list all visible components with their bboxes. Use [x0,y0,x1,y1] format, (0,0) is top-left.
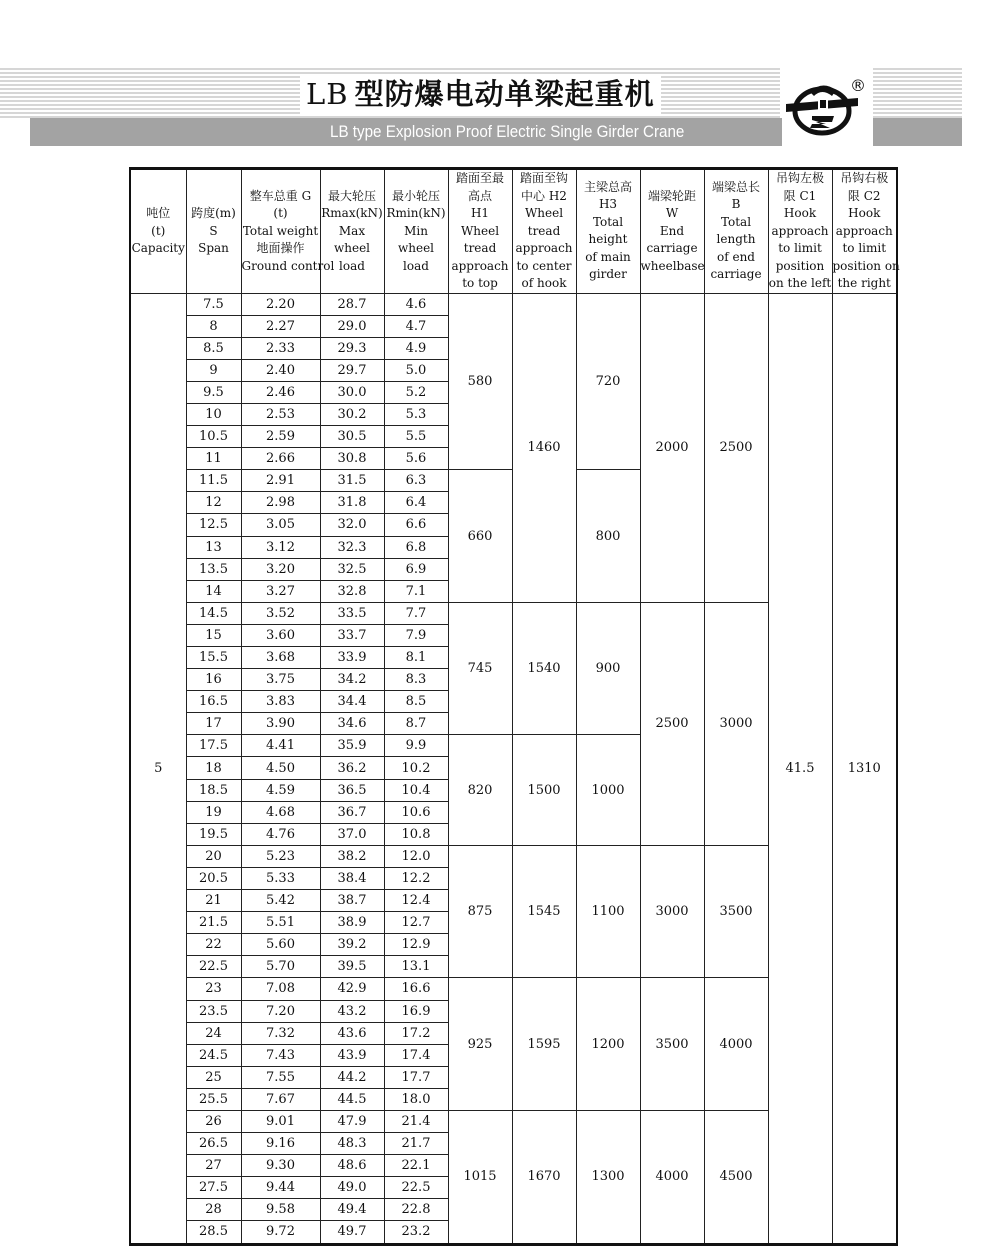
column-header-line: 高点 [467,188,492,203]
span-cell: 19 [186,801,241,823]
total-weight-cell: 3.20 [241,558,320,580]
max-wheel-load-cell: 33.7 [320,624,384,646]
max-wheel-load-cell: 44.5 [320,1088,384,1110]
max-wheel-load-cell: 38.2 [320,845,384,867]
span-cell: 9.5 [186,381,241,403]
column-header-line: 端梁轮距 [647,188,696,203]
max-wheel-load-cell: 28.7 [320,293,384,315]
max-wheel-load-cell: 30.8 [320,448,384,470]
min-wheel-load-cell: 10.6 [384,801,448,823]
subtitle-bar-right [873,118,962,146]
column-header-line: to top [462,276,498,290]
total-weight-cell: 3.27 [241,580,320,602]
span-cell: 25 [186,1066,241,1088]
h2-cell: 1500 [512,735,576,845]
min-wheel-load-cell: 6.6 [384,514,448,536]
total-weight-cell: 3.83 [241,691,320,713]
table-body [130,293,897,1244]
h3-cell: 1200 [576,978,640,1111]
column-header [832,169,900,294]
column-header-line: Span [198,241,229,255]
max-wheel-load-cell: 38.4 [320,867,384,889]
column-header-line: of main [585,249,631,264]
total-weight-cell: 5.70 [241,956,320,978]
min-wheel-load-cell: 8.5 [384,691,448,713]
total-weight-cell: 9.44 [241,1177,320,1199]
wheelbase-cell: 2000 [640,293,704,602]
total-weight-cell: 9.58 [241,1199,320,1221]
total-weight-cell: 4.76 [241,823,320,845]
column-header-line: position [775,258,825,273]
min-wheel-load-cell: 4.7 [384,315,448,337]
h1-cell: 1015 [448,1110,512,1244]
registered-mark: ® [850,76,866,95]
column-header-line: approach [835,223,893,238]
max-wheel-load-cell: 30.2 [320,403,384,425]
min-wheel-load-cell: 6.3 [384,470,448,492]
column-header-line: wheelbase [640,258,705,273]
total-weight-cell: 9.16 [241,1133,320,1155]
span-cell: 12.5 [186,514,241,536]
total-weight-cell: 5.60 [241,934,320,956]
total-weight-cell: 2.91 [241,470,320,492]
max-wheel-load-cell: 32.3 [320,536,384,558]
span-cell: 8 [186,315,241,337]
min-wheel-load-cell: 6.8 [384,536,448,558]
total-weight-cell: 3.12 [241,536,320,558]
span-cell: 13.5 [186,558,241,580]
column-header-line: position on [832,258,900,273]
column-header-line: height [588,232,628,247]
min-wheel-load-cell: 8.3 [384,669,448,691]
min-wheel-load-cell: 9.9 [384,735,448,757]
min-wheel-load-cell: 23.2 [384,1221,448,1244]
min-wheel-load-cell: 7.9 [384,624,448,646]
column-header-line: 跨度(m) [191,206,236,220]
max-wheel-load-cell: 33.5 [320,602,384,624]
span-cell: 9 [186,359,241,381]
h2-cell: 1460 [512,293,576,602]
table-header-row [130,169,897,294]
capacity-cell: 5 [130,293,186,1244]
total-weight-cell: 5.33 [241,867,320,889]
column-header [384,169,448,294]
min-wheel-load-cell: 10.8 [384,823,448,845]
min-wheel-load-cell: 10.2 [384,757,448,779]
max-wheel-load-cell: 49.4 [320,1199,384,1221]
total-weight-cell: 2.53 [241,403,320,425]
span-cell: 28.5 [186,1221,241,1244]
span-cell: 15 [186,624,241,646]
min-wheel-load-cell: 22.1 [384,1155,448,1177]
min-wheel-load-cell: 16.9 [384,1000,448,1022]
total-weight-cell: 2.46 [241,381,320,403]
max-wheel-load-cell: 42.9 [320,978,384,1000]
column-header [512,169,576,294]
total-weight-cell: 9.30 [241,1155,320,1177]
wheelbase-cell: 3500 [640,978,704,1111]
max-wheel-load-cell: 48.6 [320,1155,384,1177]
max-wheel-load-cell: 30.0 [320,381,384,403]
wheelbase-cell: 2500 [640,602,704,845]
span-cell: 27 [186,1155,241,1177]
max-wheel-load-cell: 48.3 [320,1133,384,1155]
column-header-line: Rmin(kN) [386,206,446,220]
min-wheel-load-cell: 22.5 [384,1177,448,1199]
column-header [130,169,186,294]
column-header-line: 吊钩右极 [840,171,889,185]
span-cell: 25.5 [186,1088,241,1110]
span-cell: 7.5 [186,293,241,315]
length-cell: 3000 [704,602,768,845]
column-header-line: wheel [333,241,371,255]
h2-cell: 1670 [512,1110,576,1244]
h3-cell: 800 [576,470,640,603]
span-cell: 18 [186,757,241,779]
span-cell: 20 [186,845,241,867]
total-weight-cell: 9.72 [241,1221,320,1244]
span-cell: 22 [186,934,241,956]
column-header-line: Max [338,223,366,238]
max-wheel-load-cell: 34.4 [320,691,384,713]
length-cell: 2500 [704,293,768,602]
total-weight-cell: 4.50 [241,757,320,779]
column-header [768,169,832,294]
max-wheel-load-cell: 44.2 [320,1066,384,1088]
column-header-line: wheel [397,241,435,255]
hook-left-limit-cell: 41.5 [768,293,832,1244]
length-cell: 3500 [704,845,768,978]
min-wheel-load-cell: 22.8 [384,1199,448,1221]
max-wheel-load-cell: 35.9 [320,735,384,757]
column-header-line: Capacity [131,241,185,255]
column-header-line: 吊钩左极 [775,171,824,185]
column-header-line: Total [720,214,752,229]
column-header [704,169,768,294]
min-wheel-load-cell: 21.4 [384,1110,448,1132]
min-wheel-load-cell: 5.5 [384,426,448,448]
max-wheel-load-cell: 39.2 [320,934,384,956]
column-header-line: B [731,197,741,212]
length-cell: 4000 [704,978,768,1111]
total-weight-cell: 7.32 [241,1022,320,1044]
min-wheel-load-cell: 6.9 [384,558,448,580]
total-weight-cell: 2.33 [241,337,320,359]
total-weight-cell: 7.55 [241,1066,320,1088]
column-header-line: Hook [783,206,817,220]
column-header-line: on the left [768,276,832,290]
column-header-line: Wheel [524,206,564,220]
span-cell: 22.5 [186,956,241,978]
column-header [320,169,384,294]
h2-cell: 1595 [512,978,576,1111]
column-header-line: 吨位 [146,206,171,220]
max-wheel-load-cell: 33.9 [320,647,384,669]
column-header-line: tread [527,223,561,238]
page-subtitle: LB type Explosion Proof Electric Single Girder Crane [330,123,685,141]
max-wheel-load-cell: 29.7 [320,359,384,381]
column-header-line: End [659,223,685,238]
h1-cell: 820 [448,735,512,845]
span-cell: 11 [186,448,241,470]
min-wheel-load-cell: 13.1 [384,956,448,978]
span-cell: 21 [186,890,241,912]
total-weight-cell: 3.90 [241,713,320,735]
span-cell: 26.5 [186,1133,241,1155]
min-wheel-load-cell: 5.3 [384,403,448,425]
max-wheel-load-cell: 32.8 [320,580,384,602]
total-weight-cell: 2.20 [241,293,320,315]
max-wheel-load-cell: 43.2 [320,1000,384,1022]
min-wheel-load-cell: 7.7 [384,602,448,624]
max-wheel-load-cell: 47.9 [320,1110,384,1132]
max-wheel-load-cell: 36.7 [320,801,384,823]
min-wheel-load-cell: 12.0 [384,845,448,867]
max-wheel-load-cell: 36.5 [320,779,384,801]
column-header-line: approach [771,223,829,238]
column-header-line: load [403,258,429,273]
total-weight-cell: 5.42 [241,890,320,912]
min-wheel-load-cell: 8.7 [384,713,448,735]
h1-cell: 745 [448,602,512,735]
min-wheel-load-cell: 12.7 [384,912,448,934]
min-wheel-load-cell: 6.4 [384,492,448,514]
span-cell: 24.5 [186,1044,241,1066]
span-cell: 26 [186,1110,241,1132]
total-weight-cell: 7.08 [241,978,320,1000]
column-header-line: to limit [842,241,887,255]
page-title [300,74,661,114]
total-weight-cell: 3.52 [241,602,320,624]
column-header-line: Rmax(kN) [321,206,383,220]
total-weight-cell: 3.68 [241,647,320,669]
column-header-line: 地面操作 [256,241,305,255]
max-wheel-load-cell: 29.3 [320,337,384,359]
max-wheel-load-cell: 31.8 [320,492,384,514]
max-wheel-load-cell: 34.2 [320,669,384,691]
max-wheel-load-cell: 30.5 [320,426,384,448]
title-prefix: LB [306,77,349,111]
max-wheel-load-cell: 49.7 [320,1221,384,1244]
column-header-line: 踏面至钩 [519,171,568,185]
total-weight-cell: 2.59 [241,426,320,448]
total-weight-cell: 7.20 [241,1000,320,1022]
max-wheel-load-cell: 49.0 [320,1177,384,1199]
column-header-line: W [665,206,679,220]
span-cell: 8.5 [186,337,241,359]
min-wheel-load-cell: 17.7 [384,1066,448,1088]
min-wheel-load-cell: 12.2 [384,867,448,889]
column-header-line: girder [589,267,627,282]
column-header [241,169,335,294]
max-wheel-load-cell: 43.6 [320,1022,384,1044]
column-header-line: 踏面至最 [455,171,504,185]
column-header-line: S [209,223,218,238]
column-header-line: (t) [273,206,288,220]
h3-cell: 1100 [576,845,640,978]
column-header-line: the right [837,276,891,290]
column-header-line: Wheel [460,223,500,238]
h1-cell: 875 [448,845,512,978]
span-cell: 17 [186,713,241,735]
column-header-line: length [716,232,756,247]
min-wheel-load-cell: 10.4 [384,779,448,801]
max-wheel-load-cell: 32.0 [320,514,384,536]
hook-right-limit-cell: 1310 [832,293,897,1244]
column-header-line: 限 C2 [847,188,881,203]
span-cell: 17.5 [186,735,241,757]
max-wheel-load-cell: 32.5 [320,558,384,580]
column-header-line: 整车总重 G [249,188,312,203]
min-wheel-load-cell: 21.7 [384,1133,448,1155]
total-weight-cell: 5.51 [241,912,320,934]
max-wheel-load-cell: 31.5 [320,470,384,492]
length-cell: 4500 [704,1110,768,1244]
column-header-line: approach [515,241,573,255]
column-header-line: Hook [848,206,881,220]
wheelbase-cell: 4000 [640,1110,704,1244]
total-weight-cell: 4.59 [241,779,320,801]
table-row [130,293,897,315]
min-wheel-load-cell: 5.2 [384,381,448,403]
min-wheel-load-cell: 4.6 [384,293,448,315]
h2-cell: 1540 [512,602,576,735]
column-header-line: 中心 H2 [521,188,567,203]
column-header-line: carriage [646,241,698,255]
max-wheel-load-cell: 29.0 [320,315,384,337]
column-header-line: to limit [778,241,822,255]
min-wheel-load-cell: 12.4 [384,890,448,912]
column-header [186,169,241,294]
total-weight-cell: 2.98 [241,492,320,514]
total-weight-cell: 3.75 [241,669,320,691]
span-cell: 10 [186,403,241,425]
max-wheel-load-cell: 39.5 [320,956,384,978]
spec-table [129,167,898,1246]
span-cell: 27.5 [186,1177,241,1199]
total-weight-cell: 2.40 [241,359,320,381]
column-header-line: tread [463,241,497,255]
min-wheel-load-cell: 18.0 [384,1088,448,1110]
span-cell: 15.5 [186,647,241,669]
column-header-line: 最小轮压 [391,188,440,203]
min-wheel-load-cell: 7.1 [384,580,448,602]
h3-cell: 900 [576,602,640,735]
column-header-line: Min [404,223,428,238]
h2-cell: 1545 [512,845,576,978]
min-wheel-load-cell: 17.2 [384,1022,448,1044]
h1-cell: 925 [448,978,512,1111]
span-cell: 23 [186,978,241,1000]
span-cell: 16 [186,669,241,691]
total-weight-cell: 5.23 [241,845,320,867]
h3-cell: 1300 [576,1110,640,1244]
column-header-line: of end [717,249,755,264]
column-header [448,169,512,294]
column-header-line: H1 [470,206,490,220]
column-header-line: 最大轮压 [327,188,376,203]
column-header-line: to center [516,258,572,273]
min-wheel-load-cell: 17.4 [384,1044,448,1066]
min-wheel-load-cell: 5.0 [384,359,448,381]
max-wheel-load-cell: 36.2 [320,757,384,779]
max-wheel-load-cell: 38.9 [320,912,384,934]
total-weight-cell: 2.66 [241,448,320,470]
min-wheel-load-cell: 5.6 [384,448,448,470]
h1-cell: 580 [448,293,512,470]
max-wheel-load-cell: 43.9 [320,1044,384,1066]
column-header-line: carriage [710,267,762,282]
total-weight-cell: 4.41 [241,735,320,757]
column-header-line: Total weight [242,223,319,238]
total-weight-cell: 3.60 [241,624,320,646]
total-weight-cell: 9.01 [241,1110,320,1132]
column-header-line: Ground control [241,258,335,273]
span-cell: 11.5 [186,470,241,492]
column-header [640,169,704,294]
span-cell: 24 [186,1022,241,1044]
h1-cell: 660 [448,470,512,603]
span-cell: 14.5 [186,602,241,624]
span-cell: 16.5 [186,691,241,713]
min-wheel-load-cell: 12.9 [384,934,448,956]
span-cell: 12 [186,492,241,514]
span-cell: 18.5 [186,779,241,801]
max-wheel-load-cell: 37.0 [320,823,384,845]
span-cell: 14 [186,580,241,602]
column-header [576,169,640,294]
column-header-line: of hook [521,276,567,290]
span-cell: 21.5 [186,912,241,934]
min-wheel-load-cell: 8.1 [384,647,448,669]
span-cell: 13 [186,536,241,558]
h3-cell: 720 [576,293,640,470]
column-header-line: H3 [598,197,618,212]
span-cell: 23.5 [186,1000,241,1022]
column-header-line: 端梁总长 [711,179,760,194]
column-header-line: (t) [151,223,166,238]
total-weight-cell: 4.68 [241,801,320,823]
title-chinese: 型防爆电动单梁起重机 [354,77,655,111]
column-header-line: 主梁总高 [583,179,632,194]
wheelbase-cell: 3000 [640,845,704,978]
span-cell: 20.5 [186,867,241,889]
total-weight-cell: 7.43 [241,1044,320,1066]
h3-cell: 1000 [576,735,640,845]
header-stripes-right [873,68,962,118]
span-cell: 28 [186,1199,241,1221]
column-header-line: load [339,258,365,273]
column-header-line: Total [592,214,624,229]
total-weight-cell: 3.05 [241,514,320,536]
total-weight-cell: 7.67 [241,1088,320,1110]
span-cell: 19.5 [186,823,241,845]
max-wheel-load-cell: 38.7 [320,890,384,912]
min-wheel-load-cell: 16.6 [384,978,448,1000]
max-wheel-load-cell: 34.6 [320,713,384,735]
column-header-line: approach [451,258,509,273]
column-header-line: 限 C1 [783,188,817,203]
span-cell: 10.5 [186,426,241,448]
min-wheel-load-cell: 4.9 [384,337,448,359]
total-weight-cell: 2.27 [241,315,320,337]
